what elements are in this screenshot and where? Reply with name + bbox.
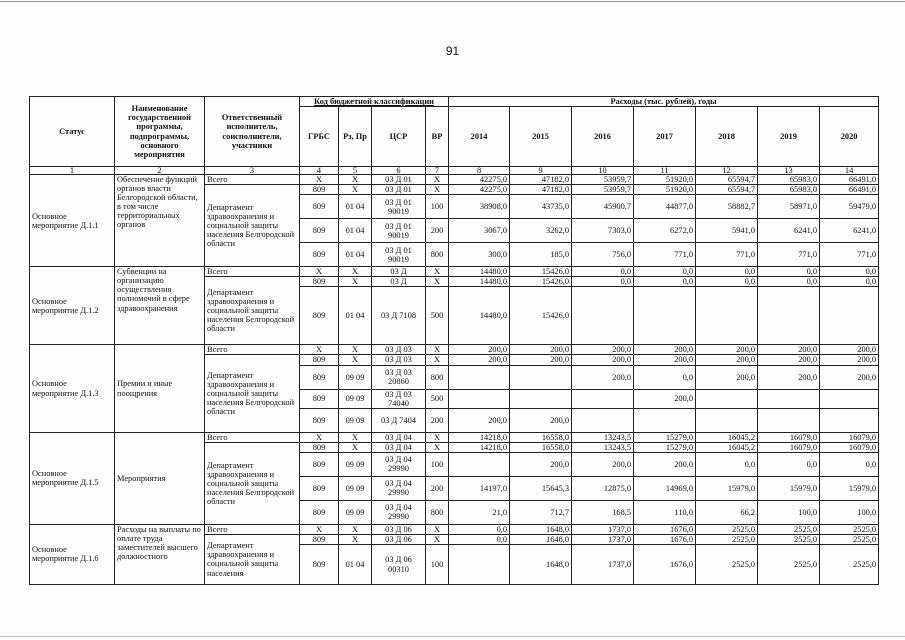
table-row-total <box>30 345 879 355</box>
vr-code: X <box>426 432 449 442</box>
activity-status: Основное мероприятие Д.1.6 <box>30 524 115 584</box>
expense-value: 6241,0 <box>820 219 879 243</box>
grbs-code: 809 <box>300 355 339 365</box>
expense-value: 58882,7 <box>696 195 758 219</box>
grbs-code: 809 <box>300 476 339 500</box>
grbs-code: X <box>300 267 339 277</box>
rzpr-code: 09 09 <box>339 365 372 389</box>
expense-value <box>696 408 758 432</box>
table-row-total <box>30 175 879 185</box>
top-edge-line <box>0 1 905 2</box>
expense-value: 1737,0 <box>572 534 634 544</box>
expense-value: 13243,5 <box>572 442 634 452</box>
column-number: 2 <box>115 167 205 175</box>
table-row-total <box>30 524 879 534</box>
expense-value: 756,0 <box>572 243 634 267</box>
expense-value: 6241,0 <box>758 219 820 243</box>
vr-code: X <box>426 345 449 355</box>
expense-value: 14218,0 <box>449 442 510 452</box>
grbs-code: X <box>300 432 339 442</box>
expense-value: 200,0 <box>820 345 879 355</box>
expense-value <box>510 389 572 408</box>
header-csr: ЦСР <box>372 107 426 167</box>
expense-value: 0,0 <box>696 277 758 287</box>
vr-code: X <box>426 442 449 452</box>
expense-value: 15979,0 <box>758 476 820 500</box>
vr-code: X <box>426 355 449 365</box>
expense-value: 1648,0 <box>510 545 572 585</box>
expense-value: 14480,0 <box>449 287 510 345</box>
grbs-code: 809 <box>300 185 339 195</box>
grbs-code: 809 <box>300 534 339 544</box>
header-executor: Ответственный исполнитель, соисполнители, участники <box>205 97 300 167</box>
grbs-code: 809 <box>300 195 339 219</box>
vr-code: 100 <box>426 545 449 585</box>
csr-code: 03 Д 04 29990 <box>372 452 426 476</box>
header-budget-code: Код бюджетной классификации <box>300 97 449 107</box>
header-grbs: ГРБС <box>300 107 339 167</box>
expense-value: 0,0 <box>696 452 758 476</box>
csr-code: 03 Д 01 <box>372 185 426 195</box>
expense-value: 16079,0 <box>820 442 879 452</box>
expense-value: 16558,0 <box>510 442 572 452</box>
vr-code: X <box>426 175 449 185</box>
activity-name: Премии и иные поощрения <box>115 345 205 432</box>
expense-value: 0,0 <box>758 267 820 277</box>
expense-value: 0,0 <box>449 524 510 534</box>
grbs-code: 809 <box>300 408 339 432</box>
expense-value: 16558,0 <box>510 432 572 442</box>
header-year: 2016 <box>572 107 634 167</box>
expense-value: 15426,0 <box>510 287 572 345</box>
expense-value <box>572 287 634 345</box>
expense-value: 16079,0 <box>758 442 820 452</box>
rzpr-code: X <box>339 432 372 442</box>
expense-value: 200,0 <box>572 345 634 355</box>
expense-value: 200,0 <box>510 408 572 432</box>
grbs-code: 809 <box>300 442 339 452</box>
expense-value: 2525,0 <box>696 545 758 585</box>
expense-value <box>696 389 758 408</box>
column-number: 13 <box>758 167 820 175</box>
csr-code: 03 Д 03 20860 <box>372 365 426 389</box>
rzpr-code: X <box>339 524 372 534</box>
total-label: Всего <box>205 345 300 355</box>
expense-value: 59479,0 <box>820 195 879 219</box>
expense-value <box>820 389 879 408</box>
total-label: Всего <box>205 267 300 277</box>
csr-code: 03 Д <box>372 267 426 277</box>
expense-value: 200,0 <box>634 355 696 365</box>
csr-code: 03 Д 03 <box>372 345 426 355</box>
rzpr-code: 01 04 <box>339 243 372 267</box>
expense-value: 15279,0 <box>634 432 696 442</box>
vr-code: 200 <box>426 408 449 432</box>
expense-value: 0,0 <box>572 277 634 287</box>
expense-value: 1676,0 <box>634 545 696 585</box>
grbs-code: 809 <box>300 452 339 476</box>
expense-value: 47182,0 <box>510 175 572 185</box>
column-number: 1 <box>30 167 115 175</box>
rzpr-code: X <box>339 534 372 544</box>
csr-code: 03 Д 01 90019 <box>372 243 426 267</box>
expense-value: 0,0 <box>634 277 696 287</box>
expense-value: 200,0 <box>449 408 510 432</box>
activity-status: Основное мероприятие Д.1.1 <box>30 175 115 267</box>
expense-value: 300,0 <box>449 243 510 267</box>
rzpr-code: X <box>339 355 372 365</box>
expense-value: 2525,0 <box>758 545 820 585</box>
rzpr-code: 09 09 <box>339 408 372 432</box>
header-year: 2014 <box>449 107 510 167</box>
column-number: 5 <box>339 167 372 175</box>
activity-name: Мероприятия <box>115 432 205 524</box>
expense-value: 0,0 <box>634 365 696 389</box>
grbs-code: 809 <box>300 277 339 287</box>
csr-code: 03 Д 03 <box>372 355 426 365</box>
vr-code: 100 <box>426 452 449 476</box>
expense-value: 0,0 <box>820 277 879 287</box>
header-status: Статус <box>30 97 115 167</box>
expense-value: 200,0 <box>572 365 634 389</box>
expense-value: 1737,0 <box>572 545 634 585</box>
csr-code: 03 Д <box>372 277 426 287</box>
expense-value: 16045,2 <box>696 432 758 442</box>
expense-value: 200,0 <box>758 365 820 389</box>
total-label: Всего <box>205 524 300 534</box>
rzpr-code: X <box>339 267 372 277</box>
rzpr-code: 09 09 <box>339 452 372 476</box>
expense-value: 16045,2 <box>696 442 758 452</box>
activity-status: Основное мероприятие Д.1.3 <box>30 345 115 432</box>
vr-code: 200 <box>426 476 449 500</box>
expense-value: 100,0 <box>820 500 879 524</box>
expense-value: 1648,0 <box>510 524 572 534</box>
expense-value: 2525,0 <box>758 524 820 534</box>
bottom-edge-line <box>0 636 905 637</box>
executor-name: Департамент здравоохранения и социальной защиты населения Белгородской области <box>205 277 300 345</box>
expense-value: 6272,0 <box>634 219 696 243</box>
expense-value: 200,0 <box>449 345 510 355</box>
expense-value: 771,0 <box>758 243 820 267</box>
column-number: 8 <box>449 167 510 175</box>
expense-value <box>634 408 696 432</box>
expense-value: 200,0 <box>696 365 758 389</box>
expense-value: 0,0 <box>634 267 696 277</box>
column-number: 4 <box>300 167 339 175</box>
vr-code: 500 <box>426 287 449 345</box>
vr-code: X <box>426 277 449 287</box>
expense-value: 200,0 <box>634 389 696 408</box>
grbs-code: X <box>300 175 339 185</box>
executor-name: Департамент здравоохранения и социальной защиты населения Белгородской области <box>205 355 300 432</box>
expense-value: 0,0 <box>758 452 820 476</box>
header-row-top <box>30 97 879 107</box>
table-row-total <box>30 432 879 442</box>
csr-code: 03 Д 01 90019 <box>372 219 426 243</box>
header-year: 2017 <box>634 107 696 167</box>
expense-value: 2525,0 <box>820 524 879 534</box>
expense-value: 0,0 <box>572 267 634 277</box>
expense-value: 110,0 <box>634 500 696 524</box>
activity-name: Обеспечение функций органов власти Белгородской области, в том числе территориальных органов <box>115 175 205 267</box>
header-year: 2019 <box>758 107 820 167</box>
expense-value: 65594,7 <box>696 185 758 195</box>
csr-code: 03 Д 06 <box>372 524 426 534</box>
csr-code: 03 Д 7108 <box>372 287 426 345</box>
expense-value: 38908,0 <box>449 195 510 219</box>
expense-value: 771,0 <box>820 243 879 267</box>
expense-value: 200,0 <box>634 345 696 355</box>
expense-value: 2525,0 <box>696 524 758 534</box>
header-column-numbers <box>30 167 879 175</box>
expense-value: 2525,0 <box>820 545 879 585</box>
expense-value: 1737,0 <box>572 524 634 534</box>
grbs-code: 809 <box>300 389 339 408</box>
column-number: 7 <box>426 167 449 175</box>
csr-code: 03 Д 06 00310 <box>372 545 426 585</box>
rzpr-code: 09 09 <box>339 500 372 524</box>
expense-value: 0,0 <box>820 452 879 476</box>
expense-value: 200,0 <box>758 355 820 365</box>
header-year: 2015 <box>510 107 572 167</box>
expense-value: 13243,5 <box>572 432 634 442</box>
expense-value: 14480,0 <box>449 277 510 287</box>
header-rzpr: Рз, Пр <box>339 107 372 167</box>
expense-value: 43735,0 <box>510 195 572 219</box>
total-label: Всего <box>205 175 300 185</box>
expense-value: 44877,0 <box>634 195 696 219</box>
expense-value <box>758 287 820 345</box>
rzpr-code: 01 04 <box>339 287 372 345</box>
vr-code: 800 <box>426 243 449 267</box>
executor-name: Департамент здравоохранения и социальной защиты населения Белгородской области <box>205 185 300 267</box>
vr-code: 100 <box>426 195 449 219</box>
executor-name: Департамент здравоохранения и социальной защиты населения <box>205 534 300 584</box>
vr-code: 800 <box>426 365 449 389</box>
csr-code: 03 Д 7404 <box>372 408 426 432</box>
column-number: 10 <box>572 167 634 175</box>
expense-value: 12875,0 <box>572 476 634 500</box>
expense-value: 200,0 <box>696 345 758 355</box>
column-number: 3 <box>205 167 300 175</box>
expense-value <box>572 389 634 408</box>
csr-code: 03 Д 04 <box>372 442 426 452</box>
rzpr-code: 01 04 <box>339 219 372 243</box>
grbs-code: X <box>300 524 339 534</box>
expense-value: 185,0 <box>510 243 572 267</box>
expense-value: 51920,0 <box>634 175 696 185</box>
expense-value: 66491,0 <box>820 185 879 195</box>
expense-value: 1648,0 <box>510 534 572 544</box>
expense-value <box>696 287 758 345</box>
expense-value: 200,0 <box>572 355 634 365</box>
csr-code: 03 Д 04 <box>372 432 426 442</box>
expense-value: 15979,0 <box>820 476 879 500</box>
expense-value: 0,0 <box>449 534 510 544</box>
table-row-total <box>30 267 879 277</box>
expense-value: 51920,0 <box>634 185 696 195</box>
expense-value: 200,0 <box>510 345 572 355</box>
column-number: 14 <box>820 167 879 175</box>
rzpr-code: X <box>339 442 372 452</box>
expense-value: 2525,0 <box>758 534 820 544</box>
rzpr-code: X <box>339 277 372 287</box>
expense-value: 53959,7 <box>572 175 634 185</box>
rzpr-code: X <box>339 175 372 185</box>
executor-name: Департамент здравоохранения и социальной защиты населения Белгородской области <box>205 442 300 524</box>
expense-value: 53959,7 <box>572 185 634 195</box>
csr-code: 03 Д 03 74040 <box>372 389 426 408</box>
grbs-code: X <box>300 345 339 355</box>
expense-value: 15426,0 <box>510 267 572 277</box>
column-number: 6 <box>372 167 426 175</box>
expense-value: 0,0 <box>820 267 879 277</box>
expense-value: 200,0 <box>634 452 696 476</box>
expense-value: 66,2 <box>696 500 758 524</box>
vr-code: X <box>426 524 449 534</box>
rzpr-code: 01 04 <box>339 545 372 585</box>
expense-value: 14197,0 <box>449 476 510 500</box>
expense-value <box>634 287 696 345</box>
expense-value: 66491,0 <box>820 175 879 185</box>
grbs-code: 809 <box>300 545 339 585</box>
expense-value: 42275,0 <box>449 185 510 195</box>
expense-value: 5941,0 <box>696 219 758 243</box>
expense-value <box>449 389 510 408</box>
budget-table <box>29 96 879 585</box>
expense-value: 771,0 <box>634 243 696 267</box>
rzpr-code: X <box>339 345 372 355</box>
expense-value <box>820 287 879 345</box>
activity-name: Субвенции на организацию осуществления полномочий в сфере здравоохранения <box>115 267 205 345</box>
expense-value: 14480,0 <box>449 267 510 277</box>
expense-value: 3067,0 <box>449 219 510 243</box>
expense-value: 2525,0 <box>820 534 879 544</box>
expense-value: 16079,0 <box>820 432 879 442</box>
expense-value: 7303,0 <box>572 219 634 243</box>
rzpr-code: X <box>339 185 372 195</box>
expense-value <box>449 452 510 476</box>
rzpr-code: 01 04 <box>339 195 372 219</box>
total-label: Всего <box>205 432 300 442</box>
expense-value: 15645,3 <box>510 476 572 500</box>
expense-value <box>758 408 820 432</box>
column-number: 11 <box>634 167 696 175</box>
expense-value: 1676,0 <box>634 534 696 544</box>
expense-value: 45900,7 <box>572 195 634 219</box>
activity-status: Основное мероприятие Д.1.5 <box>30 432 115 524</box>
csr-code: 03 Д 06 <box>372 534 426 544</box>
expense-value: 712,7 <box>510 500 572 524</box>
activity-status: Основное мероприятие Д.1.2 <box>30 267 115 345</box>
expense-value: 14969,0 <box>634 476 696 500</box>
rzpr-code: 09 09 <box>339 476 372 500</box>
csr-code: 03 Д 01 <box>372 175 426 185</box>
expense-value: 58971,0 <box>758 195 820 219</box>
expense-value <box>820 408 879 432</box>
expense-value: 65983,0 <box>758 175 820 185</box>
header-vr: ВР <box>426 107 449 167</box>
vr-code: 200 <box>426 219 449 243</box>
expense-value <box>449 365 510 389</box>
expense-value: 200,0 <box>820 365 879 389</box>
grbs-code: 809 <box>300 287 339 345</box>
expense-value: 3262,0 <box>510 219 572 243</box>
grbs-code: 809 <box>300 219 339 243</box>
activity-name: Расходы на выплаты по оплате труда заместителей высшего должностного <box>115 524 205 584</box>
page-number: 91 <box>445 44 460 58</box>
expense-value: 47182,0 <box>510 185 572 195</box>
expense-value: 100,0 <box>758 500 820 524</box>
expense-value <box>510 365 572 389</box>
expense-value: 200,0 <box>758 345 820 355</box>
vr-code: 500 <box>426 389 449 408</box>
column-number: 12 <box>696 167 758 175</box>
expense-value: 15279,0 <box>634 442 696 452</box>
expense-value: 771,0 <box>696 243 758 267</box>
header-year: 2018 <box>696 107 758 167</box>
expense-value <box>758 389 820 408</box>
expense-value: 42275,0 <box>449 175 510 185</box>
expense-value <box>449 545 510 585</box>
rzpr-code: 09 09 <box>339 389 372 408</box>
expense-value: 14218,0 <box>449 432 510 442</box>
expense-value: 200,0 <box>696 355 758 365</box>
expense-value: 200,0 <box>510 355 572 365</box>
grbs-code: 809 <box>300 243 339 267</box>
expense-value: 200,0 <box>572 452 634 476</box>
vr-code: X <box>426 534 449 544</box>
header-name: Наименование государственной программы, подпрограммы, основного мероприятия <box>115 97 205 167</box>
expense-value: 200,0 <box>820 355 879 365</box>
expense-value: 15426,0 <box>510 277 572 287</box>
vr-code: X <box>426 185 449 195</box>
expense-value: 2525,0 <box>696 534 758 544</box>
csr-code: 03 Д 04 29990 <box>372 500 426 524</box>
expense-value: 1676,0 <box>634 524 696 534</box>
expense-value: 16079,0 <box>758 432 820 442</box>
csr-code: 03 Д 01 90019 <box>372 195 426 219</box>
expense-value: 200,0 <box>449 355 510 365</box>
column-number: 9 <box>510 167 572 175</box>
expense-value: 15979,0 <box>696 476 758 500</box>
expense-value <box>572 408 634 432</box>
expense-value: 65594,7 <box>696 175 758 185</box>
header-year: 2020 <box>820 107 879 167</box>
csr-code: 03 Д 04 29990 <box>372 476 426 500</box>
header-expenses: Расходы (тыс. рублей), годы <box>449 97 879 107</box>
expense-value: 65983,0 <box>758 185 820 195</box>
vr-code: X <box>426 267 449 277</box>
vr-code: 800 <box>426 500 449 524</box>
expense-value: 21,0 <box>449 500 510 524</box>
grbs-code: 809 <box>300 365 339 389</box>
expense-value: 200,0 <box>510 452 572 476</box>
expense-value: 168,5 <box>572 500 634 524</box>
expense-value: 0,0 <box>758 277 820 287</box>
grbs-code: 809 <box>300 500 339 524</box>
expense-value: 0,0 <box>696 267 758 277</box>
